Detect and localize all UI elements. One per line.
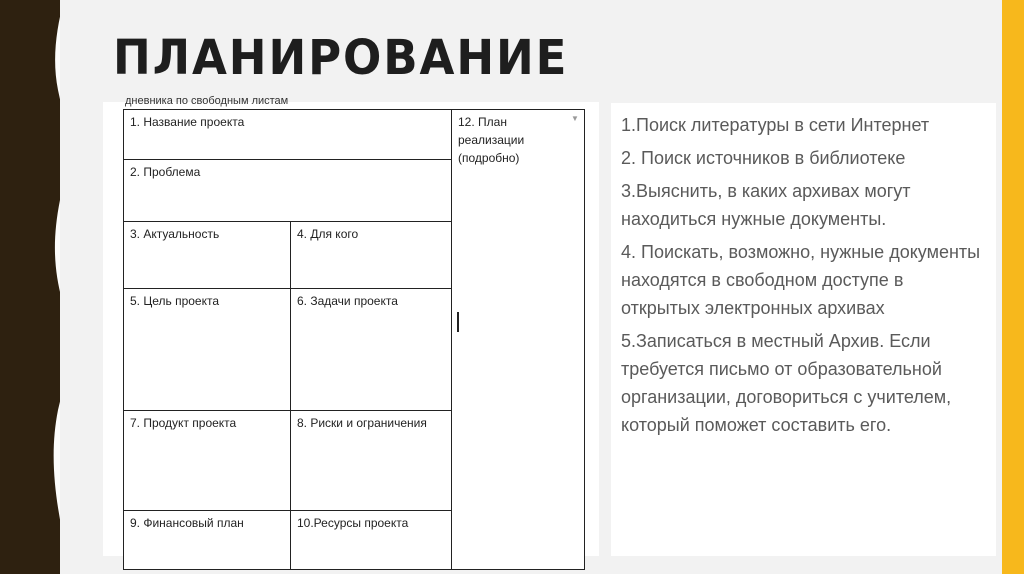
form-cell-implementation-plan <box>451 109 585 570</box>
text-cursor-icon <box>457 312 459 332</box>
step-item-2: 2. Поиск источников в библиотеке <box>621 148 906 168</box>
form-cell-label: 8. Риски и ограничения <box>297 416 427 430</box>
form-cell-risks <box>290 410 452 511</box>
steps-panel <box>611 103 996 556</box>
accent-bar <box>1002 0 1024 574</box>
steps-list <box>621 111 986 444</box>
form-cell-project-name <box>123 109 452 160</box>
form-cell-label: 7. Продукт проекта <box>130 416 237 430</box>
form-cell-label: 6. Задачи проекта <box>297 294 398 308</box>
form-caption: дневника по свободным листам <box>125 95 289 107</box>
form-cell-financial-plan <box>123 510 291 570</box>
project-form-image <box>103 95 599 556</box>
step-item-5: 5.Записаться в местный Архив. Если требуется письмо от образовательной организации, договориться с учителем, который поможет составить его. <box>621 331 952 435</box>
form-cell-label: 2. Проблема <box>130 165 201 179</box>
dropdown-arrow-icon: ▼ <box>571 114 579 123</box>
form-cell-relevance <box>123 221 291 289</box>
form-cell-label: 12. План реализации (подробно) <box>458 115 525 165</box>
form-cell-goal <box>123 288 291 411</box>
form-cell-audience <box>290 221 452 289</box>
form-cell-label: 1. Название проекта <box>130 115 245 129</box>
step-item-3: 3.Выяснить, в каких архивах могут находиться нужные документы. <box>621 181 911 229</box>
form-cell-tasks <box>290 288 452 411</box>
form-cell-label: 4. Для кого <box>297 227 359 241</box>
step-item-1: 1.Поиск литературы в сети Интернет <box>621 115 930 135</box>
step-item-4: 4. Поискать, возможно, нужные документы находятся в свободном доступе в открытых электронных архивах <box>621 242 981 318</box>
form-cell-label: 10.Ресурсы проекта <box>297 516 409 530</box>
form-cell-label: 9. Финансовый план <box>130 516 244 530</box>
form-cell-label: 3. Актуальность <box>130 227 220 241</box>
form-cell-problem <box>123 159 452 222</box>
form-cell-resources <box>290 510 452 570</box>
form-cell-product <box>123 410 291 511</box>
form-cell-label: 5. Цель проекта <box>130 294 220 308</box>
slide-title: ПЛАНИРОВАНИЕ <box>113 30 569 86</box>
